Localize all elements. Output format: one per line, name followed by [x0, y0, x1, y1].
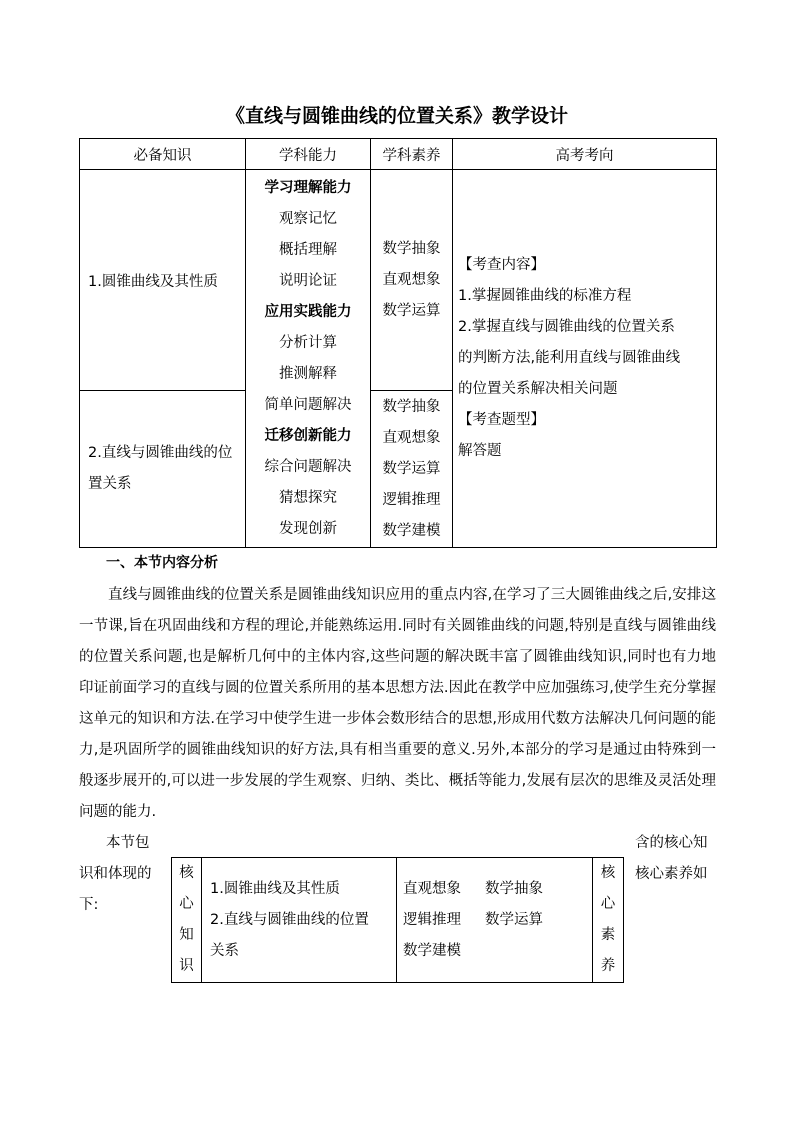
curriculum-table	[79, 138, 717, 548]
core-literacy-item: 直观想象	[403, 880, 461, 897]
label-char: 素	[600, 927, 616, 943]
literacy-cell-2	[371, 391, 453, 548]
literacy-item: 直观想象	[382, 429, 441, 446]
ability-item: 学习理解能力	[264, 179, 352, 196]
gaokao-cell	[453, 170, 717, 548]
knowledge-text: 1.圆锥曲线及其性质	[88, 273, 218, 290]
core-knowledge-line: 关系	[210, 942, 239, 959]
gaokao-line: 【考查内容】	[458, 257, 545, 273]
intro-fragment: 本节包	[106, 835, 150, 851]
intro-fragment: 核心素养如	[635, 866, 708, 882]
page-title: 《直线与圆锥曲线的位置关系》教学设计	[225, 105, 568, 127]
ability-cell	[246, 170, 371, 548]
ability-item: 猜想探究	[279, 489, 337, 506]
ability-item: 发现创新	[279, 520, 337, 537]
core-literacy-line	[403, 936, 592, 967]
ability-item: 推测解释	[279, 365, 337, 382]
ability-item: 应用实践能力	[264, 303, 352, 320]
ability-list	[246, 173, 370, 545]
gaokao-line: 的判断方法,能利用直线与圆锥曲线	[458, 350, 681, 366]
core-knowledge-label	[172, 858, 202, 983]
intro-fragment: 下:	[79, 897, 99, 913]
label-char: 养	[600, 958, 616, 974]
header-gaokao: 高考考向	[453, 139, 717, 170]
ability-item: 综合问题解决	[264, 458, 352, 475]
core-literacy-item: 数学建模	[403, 942, 461, 959]
core-knowledge-line: 2.直线与圆锥曲线的位置	[210, 911, 369, 928]
gaokao-line: 【考查题型】	[458, 412, 545, 428]
literacy-list	[371, 392, 452, 547]
literacy-item: 数学抽象	[382, 240, 441, 257]
ability-item: 说明论证	[279, 272, 337, 289]
literacy-item: 数学运算	[382, 460, 441, 477]
core-literacy-label	[593, 858, 624, 983]
literacy-cell-1	[371, 170, 453, 391]
literacy-item: 直观想象	[382, 271, 441, 288]
table-row	[80, 170, 717, 391]
core-literacy-line	[403, 874, 592, 905]
core-literacy-items	[397, 858, 593, 983]
knowledge-text: 2.直线与圆锥曲线的位置关系	[88, 445, 233, 492]
gaokao-line: 解答题	[458, 443, 502, 459]
section-heading: 一、本节内容分析	[106, 555, 218, 571]
ability-item: 简单问题解决	[264, 396, 352, 413]
core-literacy-item: 数学运算	[485, 911, 543, 928]
literacy-item: 数学抽象	[382, 398, 441, 415]
label-char: 识	[179, 958, 194, 974]
gaokao-line: 2.掌握直线与圆锥曲线的位置关系	[458, 319, 675, 335]
literacy-list	[371, 234, 452, 327]
core-literacy-item: 数学抽象	[485, 880, 543, 897]
literacy-item: 数学运算	[382, 302, 441, 319]
core-knowledge-line: 1.圆锥曲线及其性质	[210, 880, 340, 897]
analysis-paragraph: 直线与圆锥曲线的位置关系是圆锥曲线知识应用的重点内容,在学习了三大圆锥曲线之后,安排这一节课,旨在巩固曲线和方程的理论,并能熟练运用.同时有关圆锥曲线的问题,特别是直线与圆锥曲线的位置关系问题,也是解析几何中的主体内容,这些问题的解决既丰富了圆锥曲线知识,同时也有力地印证前面学习的直线与圆的位置关系所用的基本思想方法.因此在教学中应加强练习,使学生充分掌握这单元的知识和方法.在学习中使学生进一步体会数形结合的思想,形成用代数方法解决几何问题的能力,是巩固所学的圆锥曲线知识的好方法,具有相当重要的意义.另外,本部分的学习是通过由特殊到一般逐步展开的,可以进一步发展的学生观察、归纳、类比、概括等能力,发展有层次的思维及灵活处理问题的能力.	[79, 587, 716, 820]
label-char: 心	[600, 896, 616, 912]
intro-fragment: 识和体现的	[79, 866, 152, 882]
core-knowledge-items	[202, 858, 397, 983]
core-table	[171, 857, 624, 983]
label-char: 核	[600, 865, 616, 881]
knowledge-cell-2	[80, 391, 246, 548]
header-knowledge: 必备知识	[80, 139, 246, 170]
table-header-row	[80, 139, 717, 170]
core-literacy-item: 逻辑推理	[403, 911, 461, 928]
label-char: 知	[179, 927, 194, 943]
ability-item: 概括理解	[279, 241, 337, 258]
core-row	[172, 858, 624, 983]
header-ability: 学科能力	[246, 139, 371, 170]
ability-item: 观察记忆	[279, 210, 337, 227]
header-literacy: 学科素养	[371, 139, 453, 170]
ability-item: 分析计算	[279, 334, 337, 351]
literacy-item: 数学建模	[382, 522, 441, 539]
core-literacy-line	[403, 905, 592, 936]
intro-fragment: 含的核心知	[635, 835, 708, 851]
label-char: 心	[179, 896, 194, 912]
literacy-item: 逻辑推理	[382, 491, 441, 508]
label-char: 核	[179, 865, 194, 881]
gaokao-line: 的位置关系解决相关问题	[458, 381, 618, 397]
knowledge-cell-1	[80, 170, 246, 391]
gaokao-line: 1.掌握圆锥曲线的标准方程	[458, 288, 632, 304]
ability-item: 迁移创新能力	[264, 427, 352, 444]
